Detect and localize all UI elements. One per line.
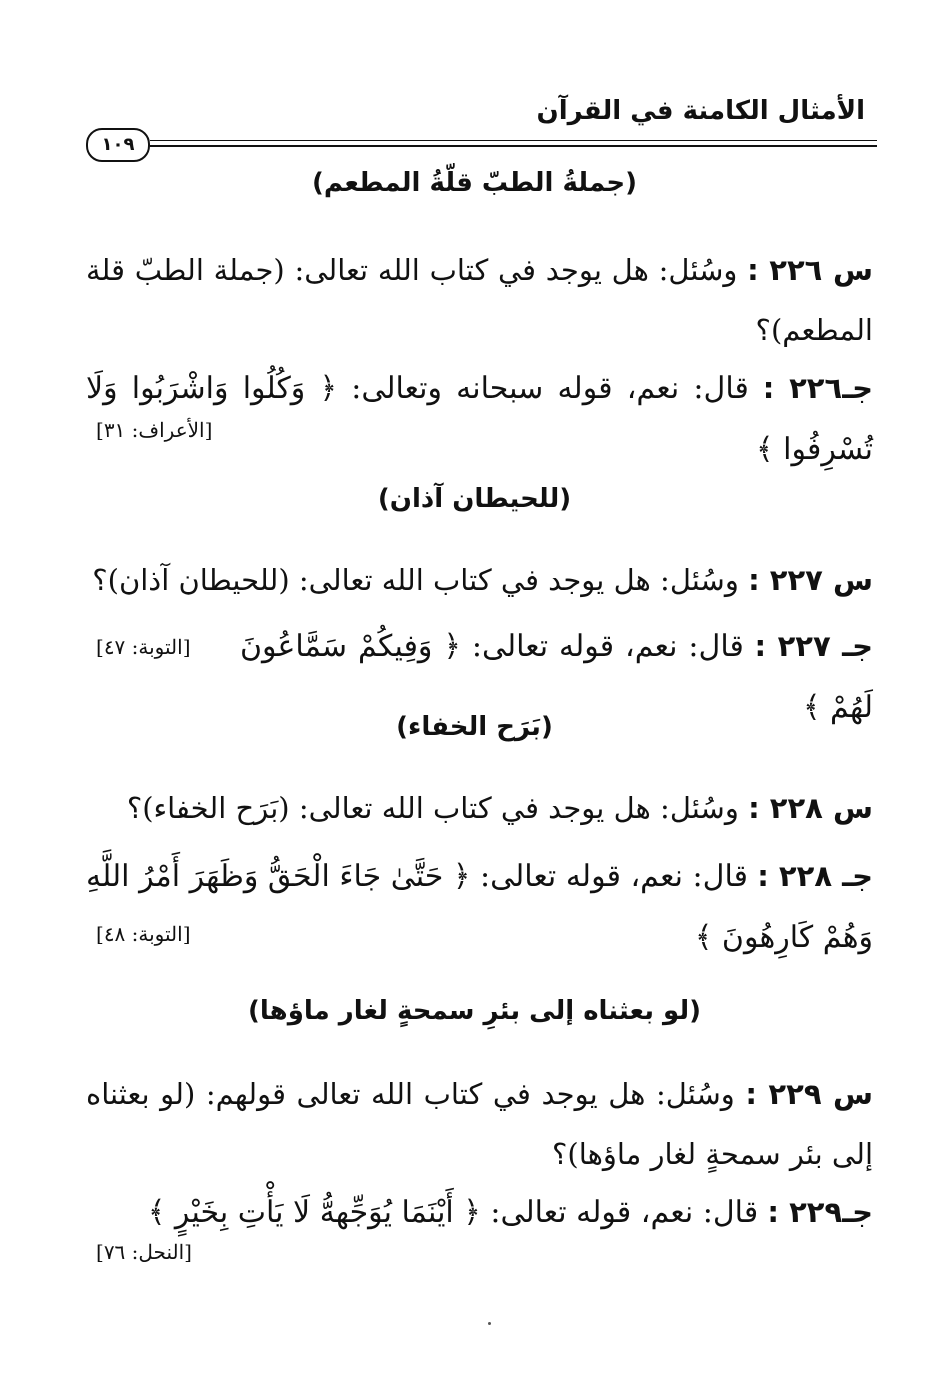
page-number: ١٠٩ xyxy=(86,128,150,162)
question-label-2: س ٢٢٧ : xyxy=(748,563,873,597)
question-text-3: وسُئل: هل يوجد في كتاب الله تعالى: (بَرَح الخفاء)؟ xyxy=(126,791,739,825)
answer-text-1: قال: نعم، قوله سبحانه وتعالى: ﴿ وَكُلُوا وَاشْرَبُوا وَلَا تُسْرِفُوا ﴾ xyxy=(86,371,873,467)
section-title-2: (للحيطان آذان) xyxy=(377,484,572,514)
question-2 xyxy=(86,550,873,610)
question-3 xyxy=(86,778,873,838)
answer-3 xyxy=(86,846,873,968)
answer-label-2: جـ ٢٢٧ : xyxy=(754,629,873,663)
question-label-4: س ٢٢٩ : xyxy=(745,1077,873,1111)
answer-label-1: جـ٢٢٦ : xyxy=(762,371,873,405)
answer-text-2: قال: نعم، قوله تعالى: ﴿ وَفِيكُمْ سَمَّاعُونَ لَهُمْ ﴾ xyxy=(240,629,873,725)
section-title-1: (جملةُ الطبّ قلّةُ المطعم) xyxy=(312,168,637,198)
question-4 xyxy=(86,1064,873,1184)
header-rule xyxy=(150,140,877,147)
section-title-3: (بَرَح الخفاء) xyxy=(396,712,553,742)
question-text-1: وسُئل: هل يوجد في كتاب الله تعالى: (جملة الطبّ قلة المطعم)؟ xyxy=(86,253,873,347)
print-speck xyxy=(488,1322,491,1325)
answer-4 xyxy=(86,1182,873,1243)
answer-text-3: قال: نعم، قوله تعالى: ﴿ حَتَّىٰ جَاءَ الْحَقُّ وَظَهَرَ أَمْرُ اللَّهِ وَهُمْ كَارِهُونَ ﴾ xyxy=(86,859,873,955)
answer-text-4: قال: نعم، قوله تعالى: ﴿ أَيْنَمَا يُوَجِّههُّ لَا يَأْتِ بِخَيْرٍ ﴾ xyxy=(147,1195,759,1230)
running-title: الأمثال الكامنة في القرآن xyxy=(536,96,865,126)
section-title-4: (لو بعثناه إلى بئرِ سمحةٍ لغار ماؤها) xyxy=(248,996,701,1026)
question-text-4: وسُئل: هل يوجد في كتاب الله تعالى قولهم: (لو بعثناه إلى بئر سمحةٍ لغار ماؤها)؟ xyxy=(86,1077,873,1171)
question-label-1: س ٢٢٦ : xyxy=(747,253,873,287)
reference-1: [الأعراف: ٣١] xyxy=(96,418,213,442)
reference-3: [التوبة: ٤٨] xyxy=(96,922,191,946)
answer-label-3: جـ ٢٢٨ : xyxy=(757,859,873,893)
question-text-2: وسُئل: هل يوجد في كتاب الله تعالى: (للحيطان آذان)؟ xyxy=(92,563,739,597)
reference-2: [التوبة: ٤٧] xyxy=(96,635,191,659)
question-label-3: س ٢٢٨ : xyxy=(748,791,873,825)
answer-label-4: جـ٢٢٩ : xyxy=(767,1195,873,1229)
question-1 xyxy=(86,240,873,360)
reference-4: [النحل: ٧٦] xyxy=(96,1240,192,1264)
